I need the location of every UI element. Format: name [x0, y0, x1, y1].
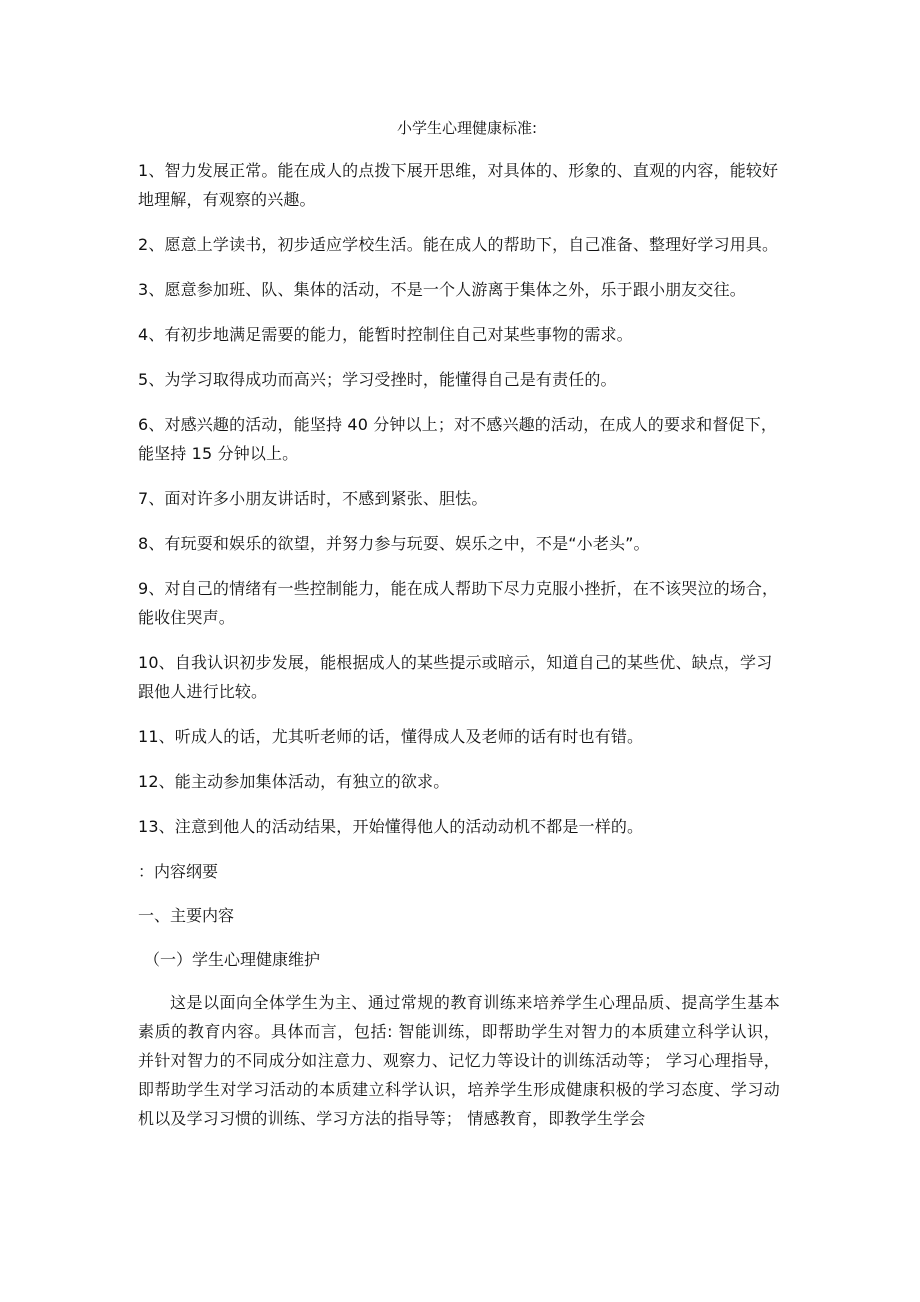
standard-item-7: 7、面对许多小朋友讲话时，不感到紧张、胆怯。 — [138, 489, 488, 508]
standard-item-9: 9、对自己的情绪有一些控制能力，能在成人帮助下尽力克服小挫折，在不该哭泣的场合，能收住哭声。 — [138, 579, 779, 627]
document-title: 小学生心理健康标准: — [396, 119, 538, 137]
outline-label: ：内容纲要 — [138, 862, 219, 881]
standard-item-4: 4、有初步地满足需要的能力，能暂时控制住自己对某些事物的需求。 — [138, 325, 633, 344]
standard-item-8: 8、有玩耍和娱乐的欲望，并努力参与玩耍、娱乐之中，不是“小老头”。 — [138, 534, 650, 553]
standard-item-5: 5、为学习取得成功而高兴；学习受挫时，能懂得自己是有责任的。 — [138, 370, 617, 389]
document-content — [138, 116, 780, 1133]
body-paragraph: 这是以面向全体学生为主、通过常规的教育训练来培养学生心理品质、提高学生基本素质的教育内容。具体而言，包括: 智能训练，即帮助学生对智力的本质建立科学认识，并针对智力的不同成分如注意力、观察力、记忆力等设计的训练活动等； 学习心理指导，即帮助学生对学习活动的本质建立科学认识，培养学生形成健康积极的学习态度、学习动机以及学习习惯的训练、学习方法的指导等； 情感教育，即教学生学会 — [138, 993, 780, 1128]
standard-item-1: 1、智力发展正常。能在成人的点拨下展开思维，对具体的、形象的、直观的内容，能较好地理解，有观察的兴趣。 — [138, 161, 779, 209]
standard-item-3: 3、愿意参加班、队、集体的活动，不是一个人游离于集体之外，乐于跟小朋友交往。 — [138, 280, 746, 299]
standard-item-12: 12、能主动参加集体活动，有独立的欲求。 — [138, 772, 450, 791]
standard-item-2: 2、愿意上学读书，初步适应学校生活。能在成人的帮助下，自己准备、整理好学习用具。 — [138, 235, 779, 254]
standard-item-6: 6、对感兴趣的活动，能坚持 40 分钟以上；对不感兴趣的活动，在成人的要求和督促下，能坚持 15 分钟以上。 — [138, 415, 778, 463]
section-heading: 一、主要内容 — [138, 906, 235, 925]
standard-item-13: 13、注意到他人的活动结果，开始懂得他人的活动动机不都是一样的。 — [138, 817, 644, 836]
standard-item-11: 11、听成人的话，尤其听老师的话，懂得成人及老师的话有时也有错。 — [138, 727, 644, 746]
subsection-heading: （一）学生心理健康维护 — [144, 950, 321, 969]
standard-item-10: 10、自我认识初步发展，能根据成人的某些提示或暗示，知道自己的某些优、缺点，学习跟他人进行比较。 — [138, 653, 773, 701]
